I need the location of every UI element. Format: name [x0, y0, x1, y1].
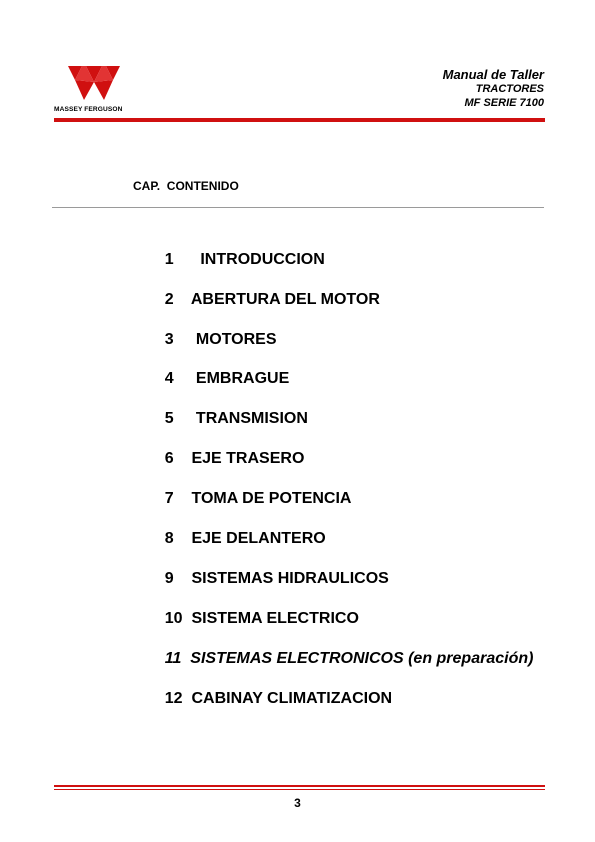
- footer-red-rule-top: [54, 785, 545, 787]
- toc-gap: [174, 530, 192, 547]
- toc-item[interactable]: [147, 669, 392, 729]
- toc-title: ABERTURA DEL MOTOR: [190, 291, 380, 308]
- footer-red-rule-bottom: [54, 789, 545, 790]
- manual-title: [443, 67, 544, 110]
- brand-name: MASSEY FERGUSON: [54, 106, 123, 113]
- toc-gap: [174, 291, 191, 308]
- contents-heading: CAP. CONTENIDO: [133, 179, 239, 193]
- manual-title-line3: MF SERIE 7100: [464, 97, 544, 109]
- toc-gap: [174, 570, 192, 587]
- toc-title: SISTEMA ELECTRICO: [191, 610, 359, 627]
- toc-gap: [181, 650, 190, 667]
- toc-number: 12: [164, 690, 183, 707]
- toc-title: MOTORES: [195, 331, 277, 348]
- toc-number: 2: [164, 291, 174, 308]
- toc-title: SISTEMAS ELECTRONICOS: [190, 650, 404, 667]
- toc-title: EJE TRASERO: [191, 450, 305, 467]
- toc-title: SISTEMAS HIDRAULICOS: [191, 570, 389, 587]
- toc-number: 11: [164, 650, 182, 667]
- toc-title: TOMA DE POTENCIA: [191, 490, 352, 507]
- toc-number: 8: [164, 530, 174, 547]
- toc-number: 7: [164, 490, 174, 507]
- toc-gap: [174, 370, 196, 387]
- toc-number: 1: [164, 251, 174, 268]
- toc-gap: [174, 450, 192, 467]
- toc-title: EMBRAGUE: [195, 370, 290, 387]
- toc-title: EJE DELANTERO: [191, 530, 326, 547]
- toc-gap: [174, 331, 196, 348]
- toc-number: 9: [164, 570, 174, 587]
- toc-gap: [174, 410, 196, 427]
- contents-divider: [52, 207, 544, 208]
- toc-number: 10: [164, 610, 183, 627]
- toc-number: 4: [164, 370, 174, 387]
- manual-title-line1: Manual de Taller: [442, 67, 544, 82]
- toc-number: 5: [164, 410, 174, 427]
- toc-gap: [174, 490, 192, 507]
- toc-number: 6: [164, 450, 174, 467]
- page-number: 3: [294, 796, 301, 810]
- manual-title-line2: TRACTORES: [475, 83, 544, 95]
- massey-ferguson-logo-icon: [66, 62, 122, 104]
- toc-gap: [174, 251, 201, 268]
- toc-title: INTRODUCCION: [200, 251, 325, 268]
- toc-title: TRANSMISION: [195, 410, 308, 427]
- header-red-rule: [54, 118, 545, 122]
- toc-note: (en preparación): [403, 650, 534, 667]
- toc-number: 3: [164, 331, 174, 348]
- massey-ferguson-logo: [54, 62, 136, 114]
- toc-title: CABINAY CLIMATIZACION: [191, 690, 393, 707]
